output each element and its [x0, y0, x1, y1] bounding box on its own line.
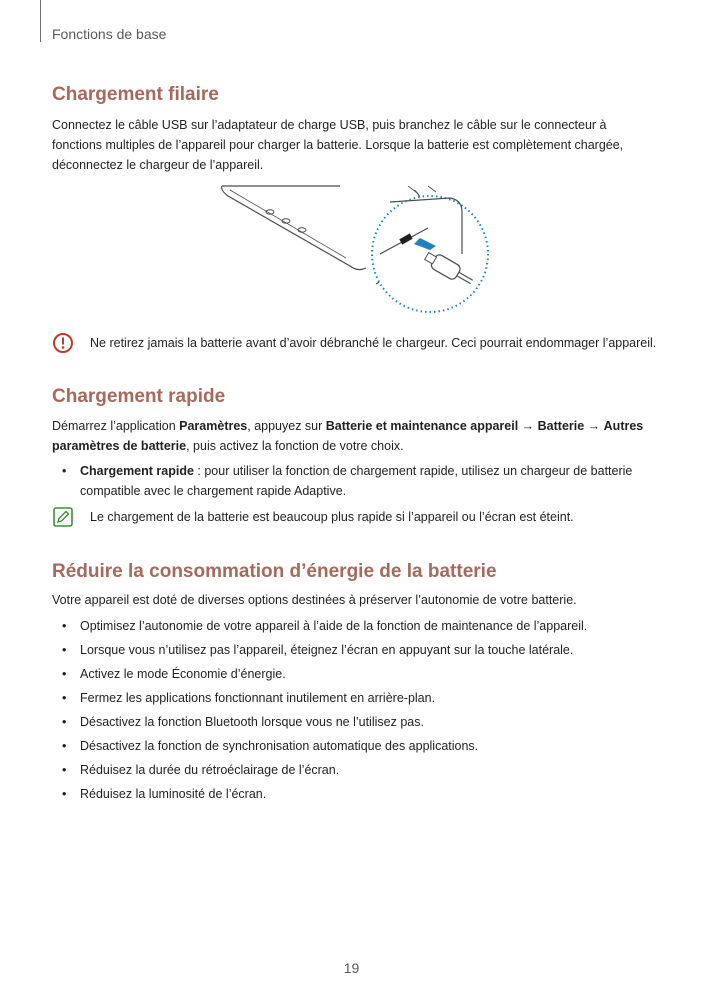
list-item: • Optimisez l’autonomie de votre appareil à l’aide de la fonction de maintenance de l’appareil. — [62, 619, 588, 633]
page-number: 19 — [343, 960, 360, 976]
heading-fast-charging: Chargement rapide — [52, 386, 226, 407]
list-item: • Lorsque vous n’utilisez pas l’appareil, éteignez l’écran en appuyant sur la touche latérale. — [62, 643, 574, 657]
warning-note — [52, 333, 672, 353]
reduce-intro: Votre appareil est doté de diverses options destinées à préserver l’autonomie de votre batterie. — [52, 593, 577, 607]
list-item: • Réduisez la luminosité de l’écran. — [62, 787, 267, 801]
wired-charging-paragraph: Connectez le câble USB sur l’adaptateur de charge USB, puis branchez le câble sur le connecteur à fonctions multiples de l’appareil pour charger la batterie. Lorsque la batterie est complètement chargée, déconnectez le chargeur de l’appareil. — [52, 118, 624, 172]
charging-illustration — [200, 184, 500, 314]
heading-wired-charging: Chargement filaire — [52, 84, 219, 105]
margin-rule — [40, 0, 41, 42]
list-item: • Fermez les applications fonctionnant inutilement en arrière-plan. — [62, 691, 436, 705]
heading-reduce-consumption: Réduire la consommation d’énergie de la batterie — [52, 561, 497, 582]
speaker-hole — [298, 228, 306, 232]
list-item: • Réduisez la durée du rétroéclairage de l’écran. — [62, 763, 340, 777]
warning-text: Ne retirez jamais la batterie avant d’avoir débranché le chargeur. Ceci pourrait endommager l’appareil. — [90, 336, 657, 350]
note-text: Le chargement de la batterie est beaucoup plus rapide si l’appareil ou l’écran est éteint. — [90, 510, 574, 524]
list-item: • Désactivez la fonction de synchronisation automatique des applications. — [62, 739, 479, 753]
info-note — [52, 507, 672, 527]
list-item: • Activez le mode Économie d’énergie. — [62, 667, 286, 681]
fast-charging-intro: Démarrez l’application Paramètres, appuyez sur Batterie et maintenance appareil → Batterie → Autres paramètres de batterie, puis activez la fonction de votre choix. — [52, 419, 644, 453]
list-item: • Désactivez la fonction Bluetooth lorsque vous ne l’utilisez pas. — [62, 715, 424, 729]
warning-icon — [52, 332, 74, 354]
section-header: Fonctions de base — [52, 26, 167, 42]
pencil-note-icon — [52, 506, 74, 528]
list-item: • Chargement rapide : pour utiliser la fonction de chargement rapide, utilisez un chargeur de batterie compatible avec le chargement rapide Adaptive. — [62, 464, 633, 498]
